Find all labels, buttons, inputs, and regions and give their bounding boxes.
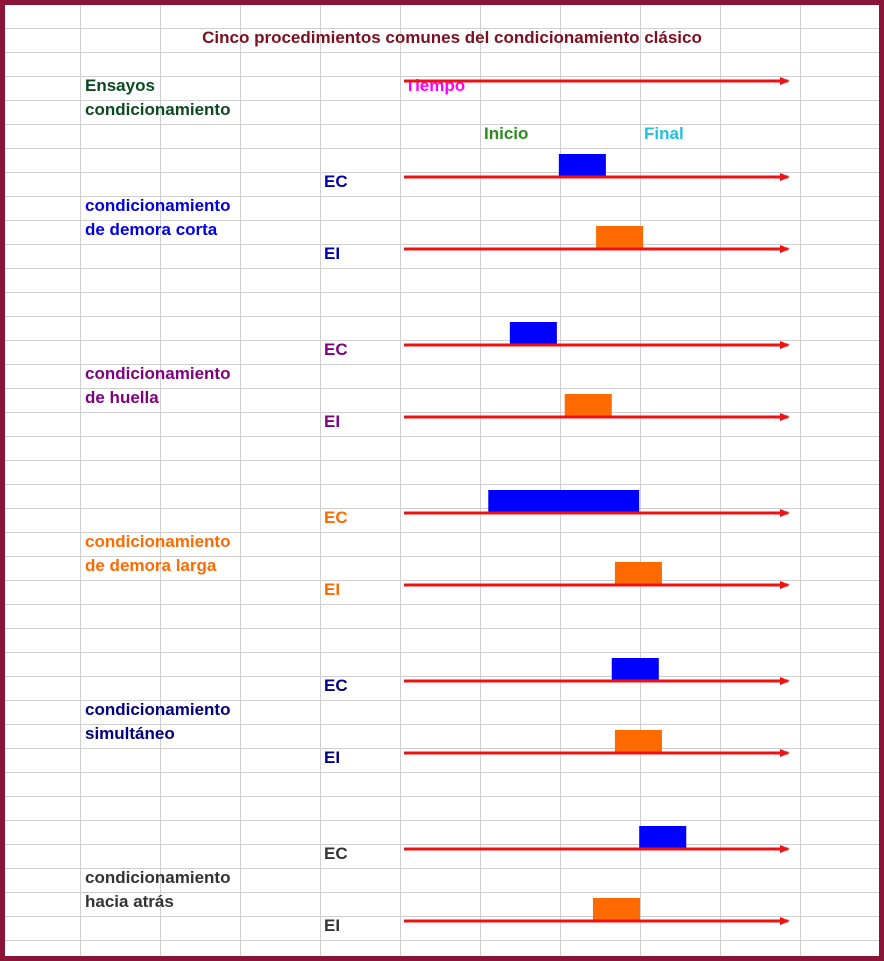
- procedure-4-name-line2: simultáneo: [85, 724, 175, 743]
- procedure-3-us-block: [615, 562, 662, 585]
- timelines: [404, 81, 788, 921]
- procedure-2-us-block: [565, 394, 612, 417]
- procedure-5-us-block: [593, 898, 640, 921]
- procedure-5-name-line1: condicionamiento: [85, 868, 231, 887]
- procedure-2-name-line2: de huella: [85, 388, 159, 407]
- procedure-4-name-line1: condicionamiento: [85, 700, 231, 719]
- procedure-4-cs-label: EC: [324, 676, 348, 695]
- procedure-1-us-label: EI: [324, 244, 341, 263]
- procedure-1-us-block: [596, 226, 643, 249]
- procedure-1-name-line2: de demora corta: [85, 220, 218, 239]
- procedure-5-cs-block: [639, 826, 686, 849]
- procedure-3-name-line1: condicionamiento: [85, 532, 231, 551]
- trials-label-line2: condicionamiento: [85, 100, 231, 119]
- procedure-4-cs-block: [612, 658, 659, 681]
- start-label: Inicio: [484, 124, 529, 143]
- procedure-3-cs-label: EC: [324, 508, 348, 527]
- procedure-5-us-label: EI: [324, 916, 341, 935]
- procedure-2-name-line1: condicionamiento: [85, 364, 231, 383]
- procedure-1-cs-block: [559, 154, 606, 177]
- procedure-1-cs-label: EC: [324, 172, 348, 191]
- procedure-4-us-block: [615, 730, 662, 753]
- procedure-2-cs-label: EC: [324, 340, 348, 359]
- procedure-3-cs-block: [488, 490, 639, 513]
- trials-label-line1: Ensayos: [85, 76, 155, 95]
- procedure-2-cs-block: [510, 322, 557, 345]
- procedure-4-us-label: EI: [324, 748, 341, 767]
- procedure-2-us-label: EI: [324, 412, 341, 431]
- procedure-3-name-line2: de demora larga: [85, 556, 217, 575]
- procedure-5-name-line2: hacia atrás: [85, 892, 174, 911]
- page-title: Cinco procedimientos comunes del condicionamiento clásico: [202, 28, 702, 47]
- procedure-5-cs-label: EC: [324, 844, 348, 863]
- end-label: Final: [644, 124, 684, 143]
- procedure-3-us-label: EI: [324, 580, 341, 599]
- time-label: Tiempo: [405, 76, 466, 95]
- procedure-1-name-line1: condicionamiento: [85, 196, 231, 215]
